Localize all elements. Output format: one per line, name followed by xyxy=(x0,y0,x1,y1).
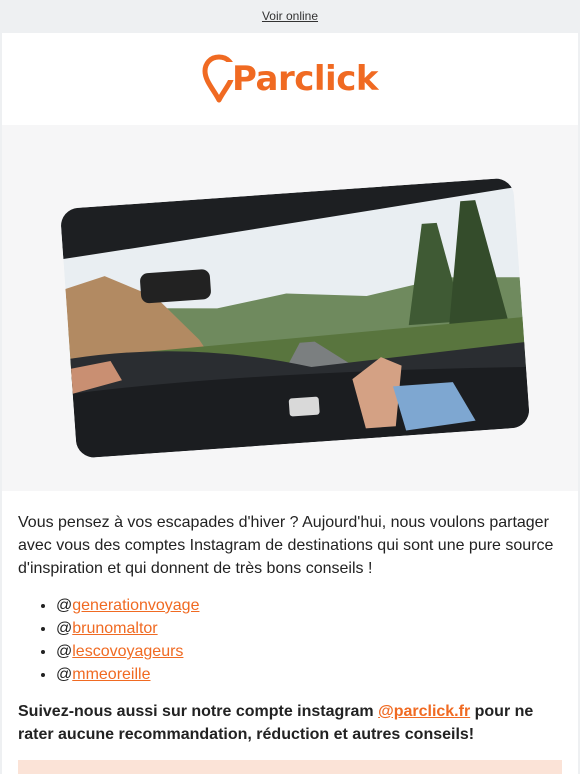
follow-before: Suivez-nous aussi sur notre compte instagram xyxy=(18,703,379,720)
intro-text: Vous pensez à vos escapades d'hiver ? Aujourd'hui, nous voulons partager avec vous des comptes Instagram de destinations qui sont une pure source d'inspiration et qui donnent de très bons conseils ! xyxy=(18,514,554,577)
list-item xyxy=(56,663,562,686)
promo-banner[interactable] xyxy=(18,760,562,774)
instagram-link[interactable]: brunomaltor xyxy=(72,620,158,637)
brand-logo[interactable] xyxy=(202,54,378,104)
instagram-link[interactable]: generationvoyage xyxy=(72,597,200,614)
instagram-link[interactable]: lescovoyageurs xyxy=(72,643,184,660)
hero-section xyxy=(2,125,578,491)
instagram-accounts-list xyxy=(18,594,562,686)
brand-name: Parclick xyxy=(232,59,378,99)
email-card xyxy=(2,33,578,774)
content xyxy=(2,491,578,746)
parclick-instagram-link[interactable]: @parclick.fr xyxy=(378,703,471,720)
car-dashboard-road-photo[interactable] xyxy=(60,177,530,458)
follow-us-text xyxy=(18,700,562,746)
at-prefix: @ xyxy=(56,666,73,683)
at-prefix: @ xyxy=(56,620,73,637)
top-bar xyxy=(0,0,580,32)
list-item xyxy=(56,594,562,617)
list-item xyxy=(56,640,562,663)
at-prefix: @ xyxy=(56,597,73,614)
view-online-link[interactable]: Voir online xyxy=(261,9,319,23)
instagram-link[interactable]: mmeoreille xyxy=(72,666,151,683)
list-item xyxy=(56,617,562,640)
header xyxy=(2,33,578,125)
map-pin-icon xyxy=(202,54,236,104)
at-prefix: @ xyxy=(56,643,73,660)
follow-after: pour ne rater aucune recommandation, réduction et autres conseils! xyxy=(18,703,534,743)
